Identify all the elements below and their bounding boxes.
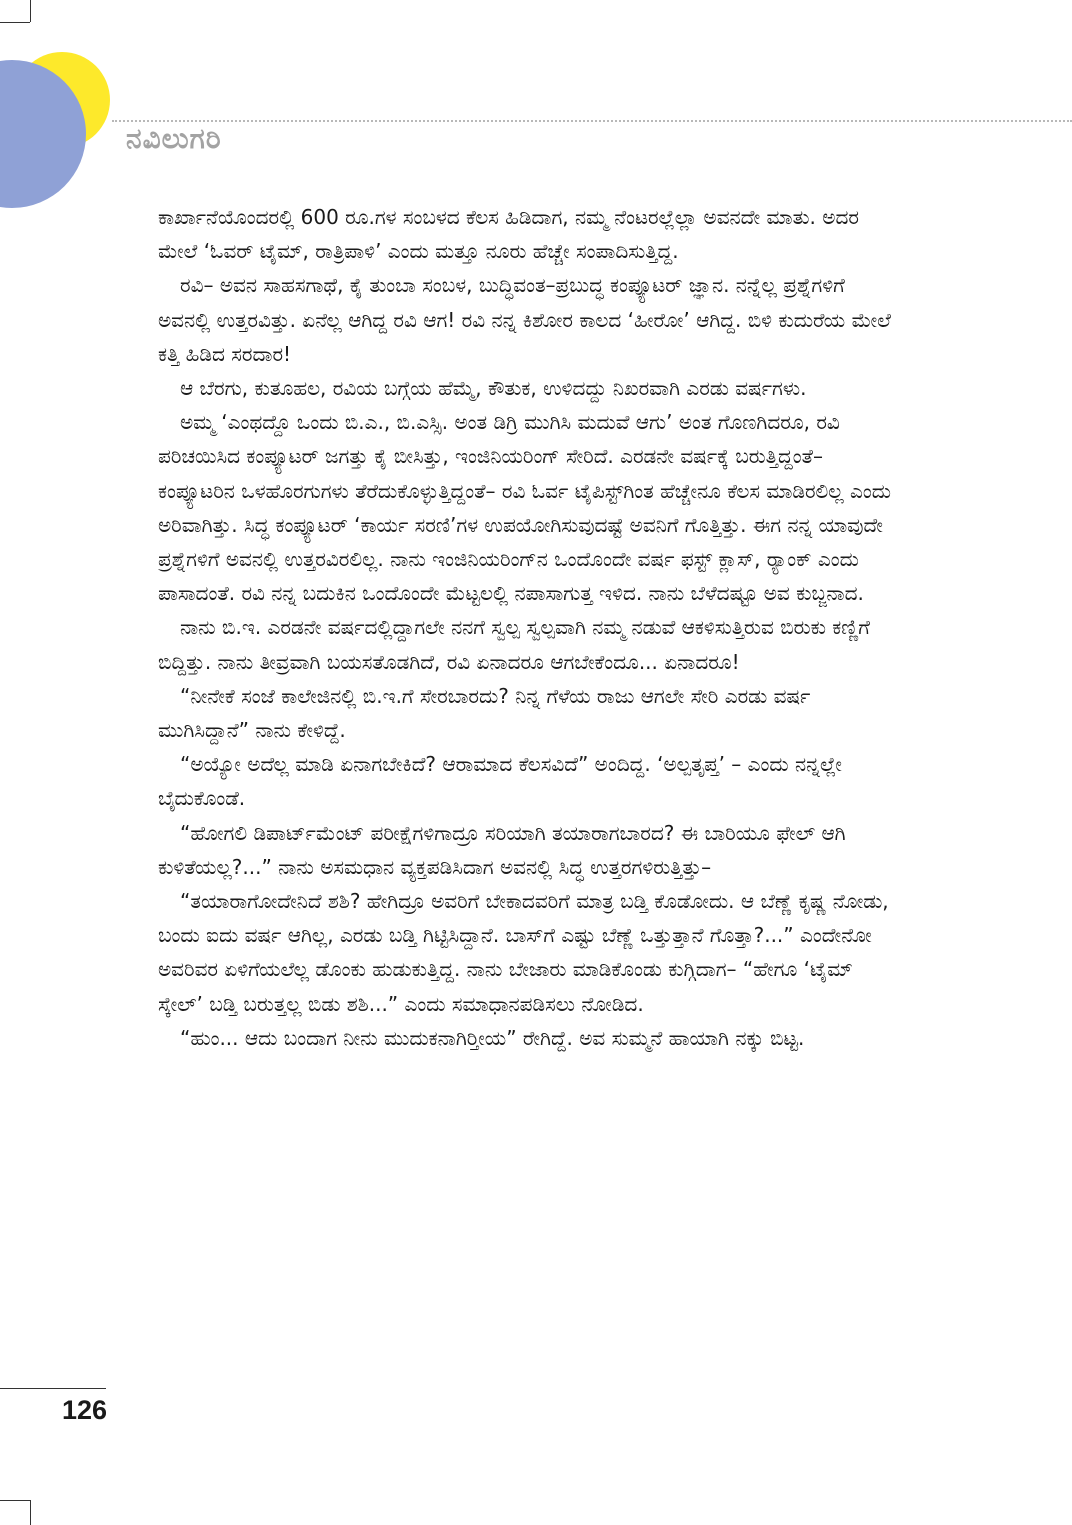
paragraph: ಆ ಬೆರಗು, ಕುತೂಹಲ, ರವಿಯ ಬಗ್ಗೆಯ ಹೆಮ್ಮೆ, ಕೌತುಕ, ಉಳಿದದ್ದು ನಿಖರವಾಗಿ ಎರಡು ವರ್ಷಗಳು. xyxy=(180,376,807,401)
paragraph: “ಅಯ್ಯೋ ಅದೆಲ್ಲ ಮಾಡಿ ಏನಾಗಬೇಕಿದೆ? ಆರಾಮಾದ ಕೆಲಸವಿದೆ” ಅಂದಿದ್ದ. ‘ಅಲ್ಪತೃಪ್ತ’ – ಎಂದು ನನ್ನಲ್ಲೇ ಬೈದುಕೊಂಡೆ. xyxy=(158,752,842,811)
paragraph: ಕಾರ್ಖಾನೆಯೊಂದರಲ್ಲಿ 600 ರೂ.ಗಳ ಸಂಬಳದ ಕೆಲಸ ಹಿಡಿದಾಗ, ನಮ್ಮ ನೆಂಟರಲ್ಲೆಲ್ಲಾ ಅವನದೇ ಮಾತು. ಅದರ ಮೇಲೆ ‘ಓವರ್ ಟೈಮ್, ರಾತ್ರಿಪಾಳಿ’ ಎಂದು ಮತ್ತೂ ನೂರು ಹೆಚ್ಚೇ ಸಂಪಾದಿಸುತ್ತಿದ್ದ. xyxy=(158,205,859,264)
paragraph: “ಹುಂ... ಆದು ಬಂದಾಗ ನೀನು ಮುದುಕನಾಗಿರ್‍ತೀಯ” ರೇಗಿದ್ದೆ. ಅವ ಸುಮ್ಮನೆ ಹಾಯಾಗಿ ನಕ್ಕು ಬಿಟ್ಟ. xyxy=(180,1025,805,1050)
body-text xyxy=(158,200,898,1055)
paragraph: “ನೀನೇಕೆ ಸಂಜೆ ಕಾಲೇಜಿನಲ್ಲಿ ಬಿ.ಇ.ಗೆ ಸೇರಬಾರದು? ನಿನ್ನ ಗೆಳೆಯ ರಾಜು ಆಗಲೇ ಸೇರಿ ಎರಡು ವರ್ಷ ಮುಗಿಸಿದ್ದಾನೆ” ನಾನು ಕೇಳಿದ್ದೆ. xyxy=(158,683,811,743)
section-title: ನವಿಲುಗರಿ xyxy=(126,122,222,155)
crop-mark-top-left xyxy=(30,0,31,22)
page-number: 126 xyxy=(62,1395,108,1425)
crop-mark-top-left-horizontal xyxy=(0,22,30,23)
paragraph: ಅಮ್ಮ ‘ಎಂಥದ್ದೊ ಒಂದು ಬಿ.ಎ., ಬಿ.ಎಸ್ಸಿ. ಅಂತ ಡಿಗ್ರಿ ಮುಗಿಸಿ ಮದುವೆ ಆಗು’ ಅಂತ ಗೊಣಗಿದರೂ, ರವಿ ಪರಿಚಯಿಸಿದ ಕಂಪ್ಯೂಟರ್ ಜಗತ್ತು ಕೈ ಬೀಸಿತ್ತು, ಇಂಜಿನಿಯರಿಂಗ್ ಸೇರಿದೆ. ಎರಡನೇ ವರ್ಷಕ್ಕೆ ಬರುತ್ತಿದ್ದಂತೆ– ಕಂಪ್ಯೂಟರಿನ ಒಳಹೊರಗುಗಳು ತೆರೆದುಕೊಳ್ಳುತ್ತಿದ್ದಂತೆ– ರವಿ ಓರ್ವ ಟೈಪಿಸ್ಟ್‌ಗಿಂತ ಹೆಚ್ಚೇನೂ ಕೆಲಸ ಮಾಡಿರಲಿಲ್ಲ ಎಂದು ಅರಿವಾಗಿತ್ತು. ಸಿದ್ಧ ಕಂಪ್ಯೂಟರ್ ‘ಕಾರ್ಯ ಸರಣಿ’ಗಳ ಉಪಯೋಗಿಸುವುದಷ್ಟೆ ಅವನಿಗೆ ಗೊತ್ತಿತ್ತು. ಈಗ ನನ್ನ ಯಾವುದೇ ಪ್ರಶ್ನೆಗಳಿಗೆ ಅವನಲ್ಲಿ ಉತ್ತರವಿರಲಿಲ್ಲ. ನಾನು ಇಂಜಿನಿಯರಿಂಗ್‌ನ ಒಂದೊಂದೇ ವರ್ಷ ಫಸ್ಟ್ ಕ್ಲಾಸ್, ರ‍್ಯಾಂಕ್ ಎಂದು ಪಾಸಾದಂತೆ. ರವಿ ನನ್ನ ಬದುಕಿನ ಒಂದೊಂದೇ ಮೆಟ್ಟಲಲ್ಲಿ ನಪಾಸಾಗುತ್ತ ಇಳಿದ. ನಾನು ಬೆಳೆದಷ್ಟೂ ಅವ ಕುಬ್ಜನಾದ. xyxy=(158,410,891,606)
paragraph: “ಹೋಗಲಿ ಡಿಪಾರ್ಟ್‌ಮೆಂಟ್ ಪರೀಕ್ಷೆಗಳಿಗಾದ್ರೂ ಸರಿಯಾಗಿ ತಯಾರಾಗಬಾರದ? ಈ ಬಾರಿಯೂ ಫೇಲ್ ಆಗಿ ಕುಳಿತೆಯಲ್ಲ?...” ನಾನು ಅಸಮಧಾನ ವ್ಯಕ್ತಪಡಿಸಿದಾಗ ಅವನಲ್ಲಿ ಸಿದ್ಧ ಉತ್ತರಗಳಿರುತ್ತಿತ್ತು– xyxy=(158,820,846,879)
crop-mark-bottom-left xyxy=(30,1500,31,1525)
paragraph: ನಾನು ಬಿ.ಇ. ಎರಡನೇ ವರ್ಷದಲ್ಲಿದ್ದಾಗಲೇ ನನಗೆ ಸ್ವಲ್ಪ ಸ್ವಲ್ಪವಾಗಿ ನಮ್ಮ ನಡುವೆ ಆಕಳಿಸುತ್ತಿರುವ ಬಿರುಕು ಕಣ್ಣಿಗೆ ಬಿದ್ದಿತ್ತು. ನಾನು ತೀವ್ರವಾಗಿ ಬಯಸತೊಡಗಿದೆ, ರವಿ ಏನಾದರೂ ಆಗಬೇಕೆಂದೂ... ಏನಾದರೂ! xyxy=(158,615,870,674)
paragraph: “ತಯಾರಾಗೋದೇನಿದೆ ಶಶಿ? ಹೇಗಿದ್ರೂ ಅವರಿಗೆ ಬೇಕಾದವರಿಗೆ ಮಾತ್ರ ಬಡ್ತಿ ಕೊಡೋದು. ಆ ಬೆಣ್ಣೆ ಕೃಷ್ಣ ನೋಡು, ಬಂದು ಐದು ವರ್ಷ ಆಗಿಲ್ಲ, ಎರಡು ಬಡ್ತಿ ಗಿಟ್ಟಿಸಿದ್ದಾನೆ. ಬಾಸ್‌ಗೆ ಎಷ್ಟು ಬೆಣ್ಣೆ ಒತ್ತುತ್ತಾನೆ ಗೊತ್ತಾ?...” ಎಂದೇನೋ ಅವರಿವರ ಏಳಿಗೆಯಲೆಲ್ಲ ಡೊಂಕು ಹುಡುಕುತ್ತಿದ್ದ. ನಾನು ಬೇಜಾರು ಮಾಡಿಕೊಂಡು ಕುಗ್ಗಿದಾಗ– “ಹೇಗೂ ‘ಟೈಮ್ ಸ್ಕೇಲ್’ ಬಡ್ತಿ ಬರುತ್ತಲ್ಲ ಬಿಡು ಶಶಿ...” ಎಂದು ಸಮಾಧಾನಪಡಿಸಲು ನೋಡಿದ. xyxy=(158,889,889,1016)
crop-mark-bottom-left-horizontal xyxy=(0,1500,30,1501)
footer-rule xyxy=(0,1388,106,1389)
paragraph: ರವಿ– ಅವನ ಸಾಹಸಗಾಥೆ, ಕೈ ತುಂಬಾ ಸಂಬಳ, ಬುದ್ಧಿವಂತ–ಪ್ರಬುದ್ಧ ಕಂಪ್ಯೂಟರ್ ಜ್ಞಾನ. ನನ್ನೆಲ್ಲ ಪ್ರಶ್ನೆಗಳಿಗೆ ಅವನಲ್ಲಿ ಉತ್ತರವಿತ್ತು. ಏನೆಲ್ಲ ಆಗಿದ್ದ ರವಿ ಆಗ! ರವಿ ನನ್ನ ಕಿಶೋರ ಕಾಲದ ‘ಹೀರೋ’ ಆಗಿದ್ದ. ಬಿಳಿ ಕುದುರೆಯ ಮೇಲೆ ಕತ್ತಿ ಹಿಡಿದ ಸರದಾರ! xyxy=(158,273,891,366)
header-dotted-rule xyxy=(112,120,1072,122)
